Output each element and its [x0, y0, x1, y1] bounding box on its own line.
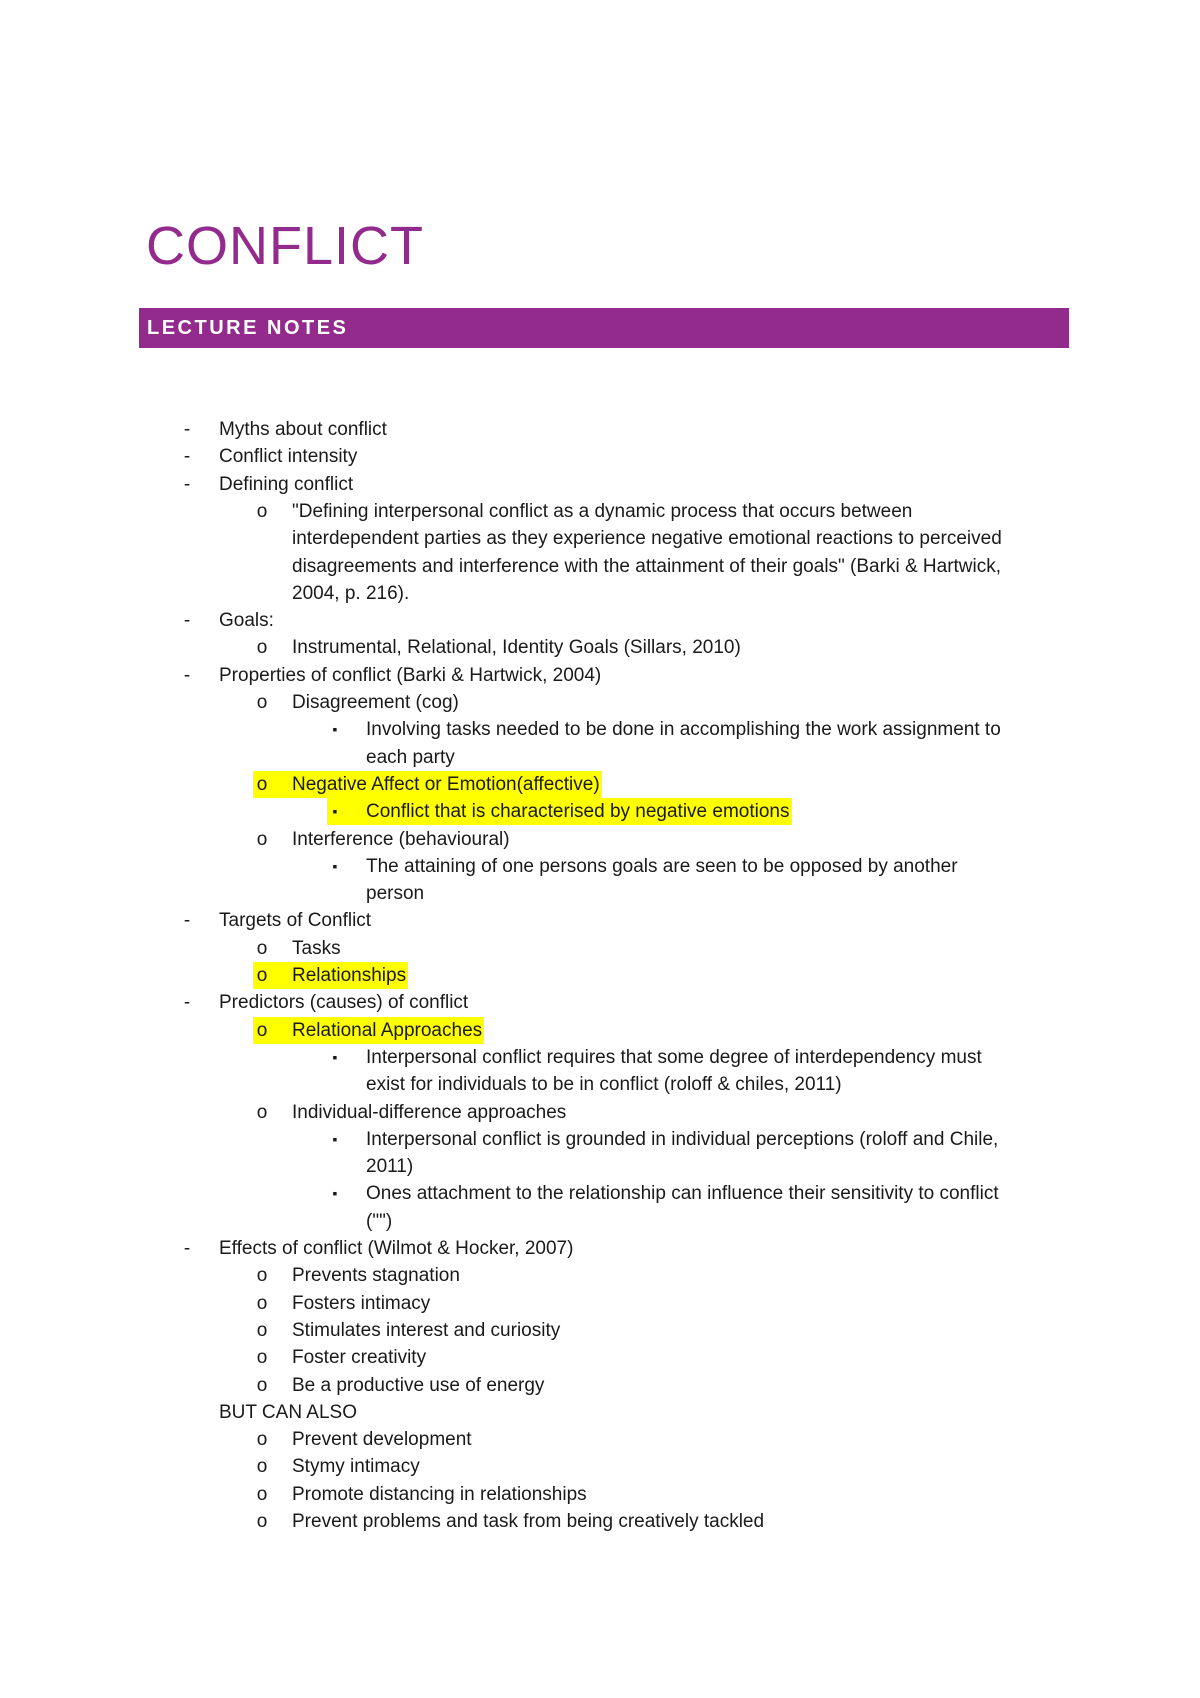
list-item-text: disagreements and interference with the attainment of their goals" (Barki & Hartwick, — [292, 555, 1002, 577]
list-item-text: Instrumental, Relational, Identity Goals (Sillars, 2010) — [292, 637, 741, 659]
circle-bullet: o — [256, 1511, 268, 1532]
list-item-text: Predictors (causes) of conflict — [219, 992, 469, 1014]
list-item-text: 2004, p. 216). — [292, 582, 410, 604]
square-bullet: ▪ — [332, 803, 338, 820]
list-item-text: ("") — [366, 1210, 393, 1232]
square-bullet: ▪ — [332, 1048, 338, 1065]
circle-bullet: o — [256, 1019, 268, 1041]
list-item-text: Be a productive use of energy — [292, 1374, 545, 1396]
list-item-text: Prevent development — [292, 1429, 472, 1451]
list-item-text: Involving tasks needed to be done in accomplishing the work assignment to — [366, 719, 1001, 741]
list-item-text: Prevent problems and task from being creatively tackled — [292, 1511, 765, 1532]
list-item-text: Disagreement (cog) — [292, 692, 459, 713]
section-heading: LECTURE NOTES — [147, 317, 349, 339]
list-item-text: Interference (behavioural) — [292, 828, 510, 850]
list-item-text: Foster creativity — [292, 1347, 427, 1369]
list-item-text: 2011) — [366, 1156, 414, 1178]
list-item-text: Tasks — [292, 937, 341, 959]
list-item-text: Prevents stagnation — [292, 1265, 460, 1287]
list-item-text: Stimulates interest and curiosity — [292, 1319, 561, 1341]
circle-bullet: o — [256, 1347, 268, 1369]
list-item-text: BUT CAN ALSO — [219, 1401, 357, 1423]
dash-bullet: - — [183, 446, 191, 468]
list-item-text: Interpersonal conflict requires that some degree of interdependency must — [366, 1046, 982, 1068]
dash-bullet: - — [183, 1238, 191, 1259]
circle-bullet: o — [256, 1374, 268, 1396]
list-item-text: interdependent parties as they experience negative emotional reactions to perceived — [292, 528, 1002, 550]
list-item-text: Defining conflict — [219, 473, 354, 495]
square-bullet: ▪ — [332, 1185, 338, 1202]
list-item-text: each party — [366, 746, 455, 768]
circle-bullet: o — [256, 1101, 268, 1123]
list-item-text: Effects of conflict (Wilmot & Hocker, 2007) — [219, 1238, 574, 1259]
list-item-text: "Defining interpersonal conflict as a dynamic process that occurs between — [292, 500, 913, 522]
section-heading-bar — [139, 308, 1069, 348]
list-item-text: Conflict intensity — [219, 446, 358, 468]
circle-bullet: o — [256, 500, 268, 522]
circle-bullet: o — [256, 965, 268, 986]
dash-bullet: - — [183, 992, 191, 1014]
page-title: CONFLICT — [146, 216, 424, 276]
list-item-text: Relationships — [292, 965, 407, 986]
list-item-text: Properties of conflict (Barki & Hartwick, 2004) — [219, 664, 602, 686]
dash-bullet: - — [183, 473, 191, 495]
list-item-text: Negative Affect or Emotion(affective) — [292, 773, 600, 795]
circle-bullet: o — [256, 637, 268, 659]
list-item-text: Ones attachment to the relationship can influence their sensitivity to conflict — [366, 1183, 999, 1205]
list-item-text: Targets of Conflict — [219, 910, 372, 932]
dash-bullet: - — [183, 419, 191, 440]
circle-bullet: o — [256, 828, 268, 850]
square-bullet: ▪ — [332, 1130, 338, 1147]
list-item-text: person — [366, 883, 425, 905]
list-item-text: Relational Approaches — [292, 1019, 483, 1041]
list-item-text: Promote distancing in relationships — [292, 1483, 587, 1505]
list-item-text: Stymy intimacy — [292, 1456, 420, 1478]
list-item-text: Interpersonal conflict is grounded in individual perceptions (roloff and Chile, — [366, 1128, 999, 1150]
list-item-text: exist for individuals to be in conflict (roloff & chiles, 2011) — [366, 1074, 842, 1096]
square-bullet: ▪ — [332, 857, 338, 874]
list-item-text: Conflict that is characterised by negative emotions — [366, 801, 790, 823]
circle-bullet: o — [256, 1429, 268, 1451]
square-bullet: ▪ — [332, 721, 338, 738]
circle-bullet: o — [256, 1319, 268, 1341]
circle-bullet: o — [256, 773, 268, 795]
circle-bullet: o — [256, 1483, 268, 1505]
list-item-text: Individual-difference approaches — [292, 1101, 567, 1123]
list-item-text: Fosters intimacy — [292, 1292, 431, 1314]
dash-bullet: - — [183, 664, 191, 686]
list-item-text: Myths about conflict — [219, 419, 387, 440]
list-item-text: Goals: — [219, 610, 274, 632]
circle-bullet: o — [256, 692, 268, 713]
circle-bullet: o — [256, 1456, 268, 1478]
list-item-text: The attaining of one persons goals are seen to be opposed by another — [366, 855, 958, 877]
dash-bullet: - — [183, 910, 191, 932]
circle-bullet: o — [256, 1265, 268, 1287]
circle-bullet: o — [256, 937, 268, 959]
dash-bullet: - — [183, 610, 191, 632]
circle-bullet: o — [256, 1292, 268, 1314]
